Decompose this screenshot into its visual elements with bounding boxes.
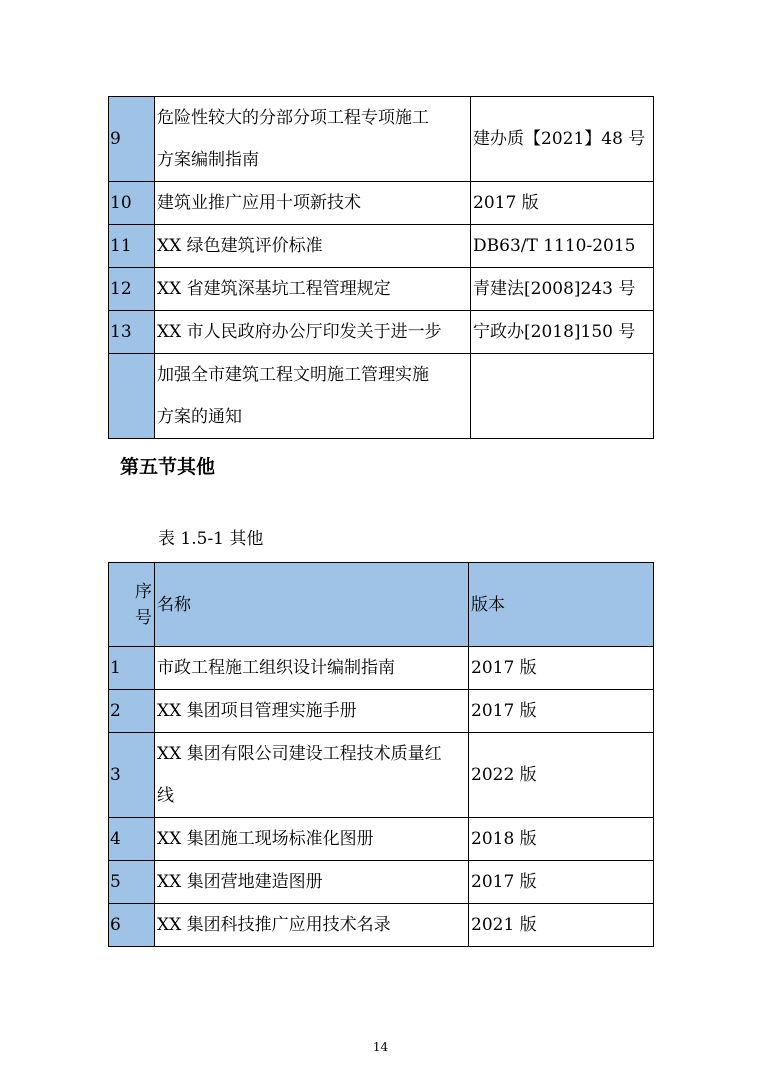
row-version: 建办质【2021】48 号 xyxy=(471,97,654,182)
table-row xyxy=(109,354,654,439)
header-number: 序 号 xyxy=(109,563,155,647)
header-name: 名称 xyxy=(155,563,469,647)
row-number: 1 xyxy=(109,647,155,690)
header-version: 版本 xyxy=(469,563,654,647)
row-number xyxy=(109,354,155,439)
row-version: 2021 版 xyxy=(469,904,654,947)
row-name: XX 绿色建筑评价标准 xyxy=(155,225,471,268)
row-number: 2 xyxy=(109,690,155,733)
row-version: 宁政办[2018]150 号 xyxy=(471,311,654,354)
row-number: 12 xyxy=(109,268,155,311)
row-number: 11 xyxy=(109,225,155,268)
table-caption: 表 1.5-1 其他 xyxy=(158,529,264,549)
row-number: 3 xyxy=(109,733,155,818)
table-row xyxy=(109,733,654,818)
row-version xyxy=(471,354,654,439)
row-number: 6 xyxy=(109,904,155,947)
row-version: 2017 版 xyxy=(469,647,654,690)
table-row xyxy=(109,97,654,182)
page-number: 14 xyxy=(372,1040,389,1054)
table-row xyxy=(109,268,654,311)
row-version: DB63/T 1110-2015 xyxy=(471,225,654,268)
table-row xyxy=(109,182,654,225)
row-version: 2022 版 xyxy=(469,733,654,818)
row-number: 5 xyxy=(109,861,155,904)
table-row xyxy=(109,818,654,861)
row-version: 2017 版 xyxy=(471,182,654,225)
table-row xyxy=(109,311,654,354)
table-row xyxy=(109,225,654,268)
row-name: XX 集团科技推广应用技术名录 xyxy=(155,904,469,947)
row-number: 4 xyxy=(109,818,155,861)
row-name: XX 集团项目管理实施手册 xyxy=(155,690,469,733)
row-name: XX 集团营地建造图册 xyxy=(155,861,469,904)
table-row xyxy=(109,690,654,733)
row-name: 危险性较大的分部分项工程专项施工 方案编制指南 xyxy=(155,97,471,182)
row-name: XX 集团施工现场标准化图册 xyxy=(155,818,469,861)
table-header-row xyxy=(109,563,654,647)
row-name: 市政工程施工组织设计编制指南 xyxy=(155,647,469,690)
row-number: 9 xyxy=(109,97,155,182)
row-version: 2017 版 xyxy=(469,861,654,904)
standards-table-continued xyxy=(108,96,654,439)
row-name: XX 市人民政府办公厅印发关于进一步 xyxy=(155,311,471,354)
row-number: 10 xyxy=(109,182,155,225)
row-version: 青建法[2008]243 号 xyxy=(471,268,654,311)
section-heading: 第五节其他 xyxy=(120,456,216,478)
row-version: 2017 版 xyxy=(469,690,654,733)
row-name: 加强全市建筑工程文明施工管理实施 方案的通知 xyxy=(155,354,471,439)
row-name: 建筑业推广应用十项新技术 xyxy=(155,182,471,225)
row-version: 2018 版 xyxy=(469,818,654,861)
row-name: XX 省建筑深基坑工程管理规定 xyxy=(155,268,471,311)
table-row xyxy=(109,861,654,904)
row-name: XX 集团有限公司建设工程技术质量红 线 xyxy=(155,733,469,818)
row-number: 13 xyxy=(109,311,155,354)
table-row xyxy=(109,904,654,947)
others-table xyxy=(108,562,654,947)
table-row xyxy=(109,647,654,690)
